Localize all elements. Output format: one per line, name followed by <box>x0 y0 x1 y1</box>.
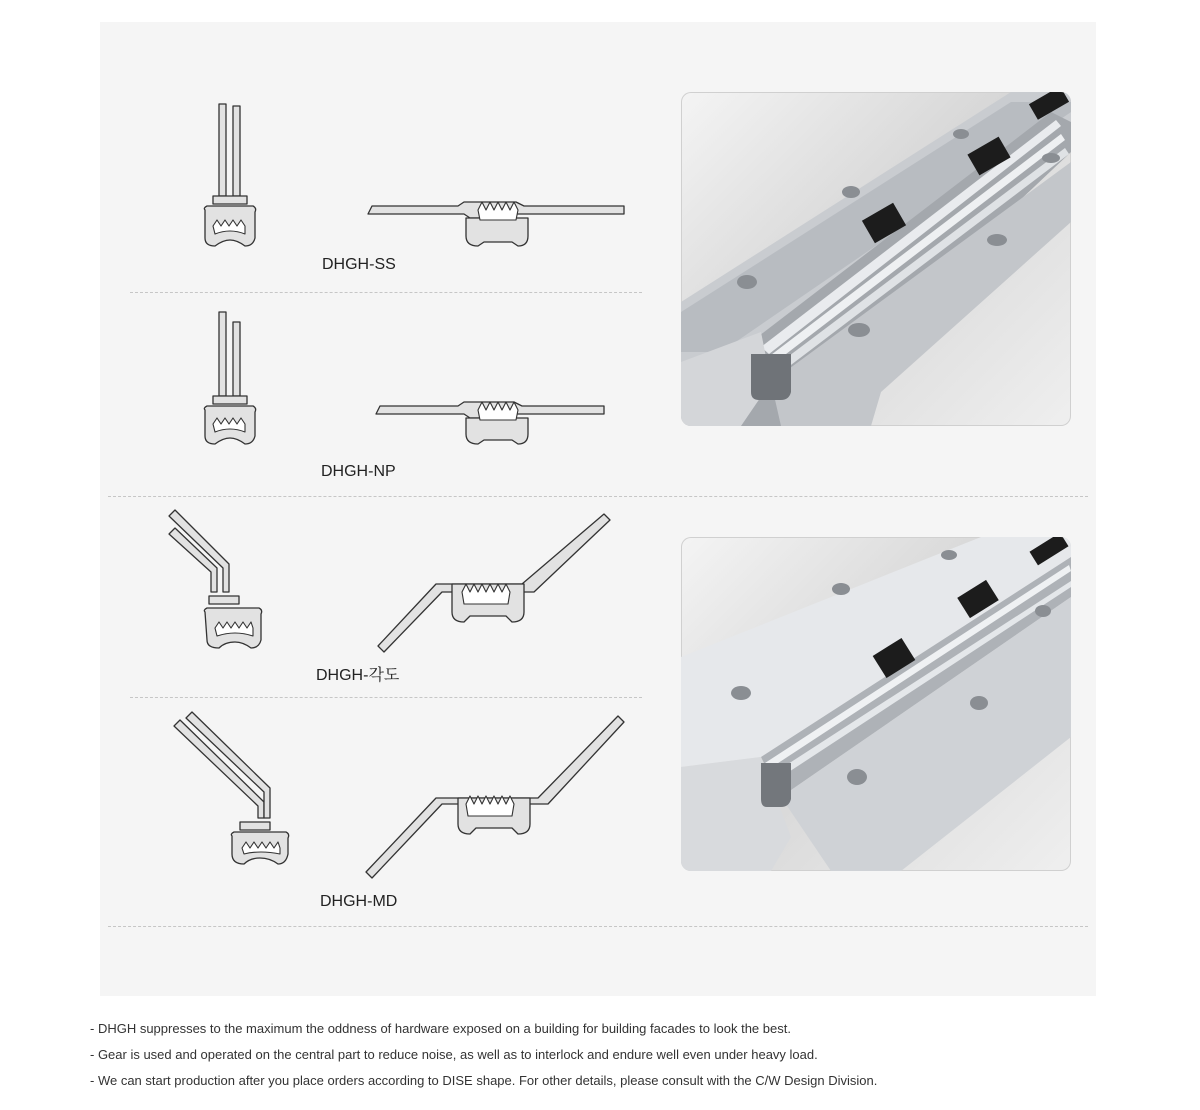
divider-np <box>108 496 1088 497</box>
md-front-profile-drawing <box>362 712 626 882</box>
note-line: - Gear is used and operated on the central part to reduce noise, as well as to interlock and endure well even under heavy load. <box>90 1047 818 1062</box>
hinge-photo-flat <box>681 92 1071 426</box>
product-label-md: DHGH-MD <box>320 893 398 910</box>
divider-ss <box>130 292 642 293</box>
divider-angle <box>130 697 642 698</box>
product-label-angle: DHGH-각도 <box>316 667 400 684</box>
md-side-profile-drawing <box>170 714 295 868</box>
product-notes <box>90 1016 1110 1094</box>
product-label-ss: DHGH-SS <box>322 256 396 273</box>
divider-md <box>108 926 1088 927</box>
hinge-photo-angled <box>681 537 1071 871</box>
note-line: - We can start production after you place orders according to DISE shape. For other details, please consult with the C/W Design Division. <box>90 1073 878 1088</box>
note-line: - DHGH suppresses to the maximum the oddness of hardware exposed on a building for building facades to look the best. <box>90 1021 791 1036</box>
angle-side-profile-drawing <box>165 508 275 654</box>
angle-front-profile-drawing <box>374 510 614 656</box>
product-label-np: DHGH-NP <box>321 463 396 480</box>
ss-side-profile-drawing <box>195 100 265 250</box>
np-side-profile-drawing <box>195 308 265 448</box>
np-front-profile-drawing <box>374 394 608 450</box>
ss-front-profile-drawing <box>366 196 628 252</box>
